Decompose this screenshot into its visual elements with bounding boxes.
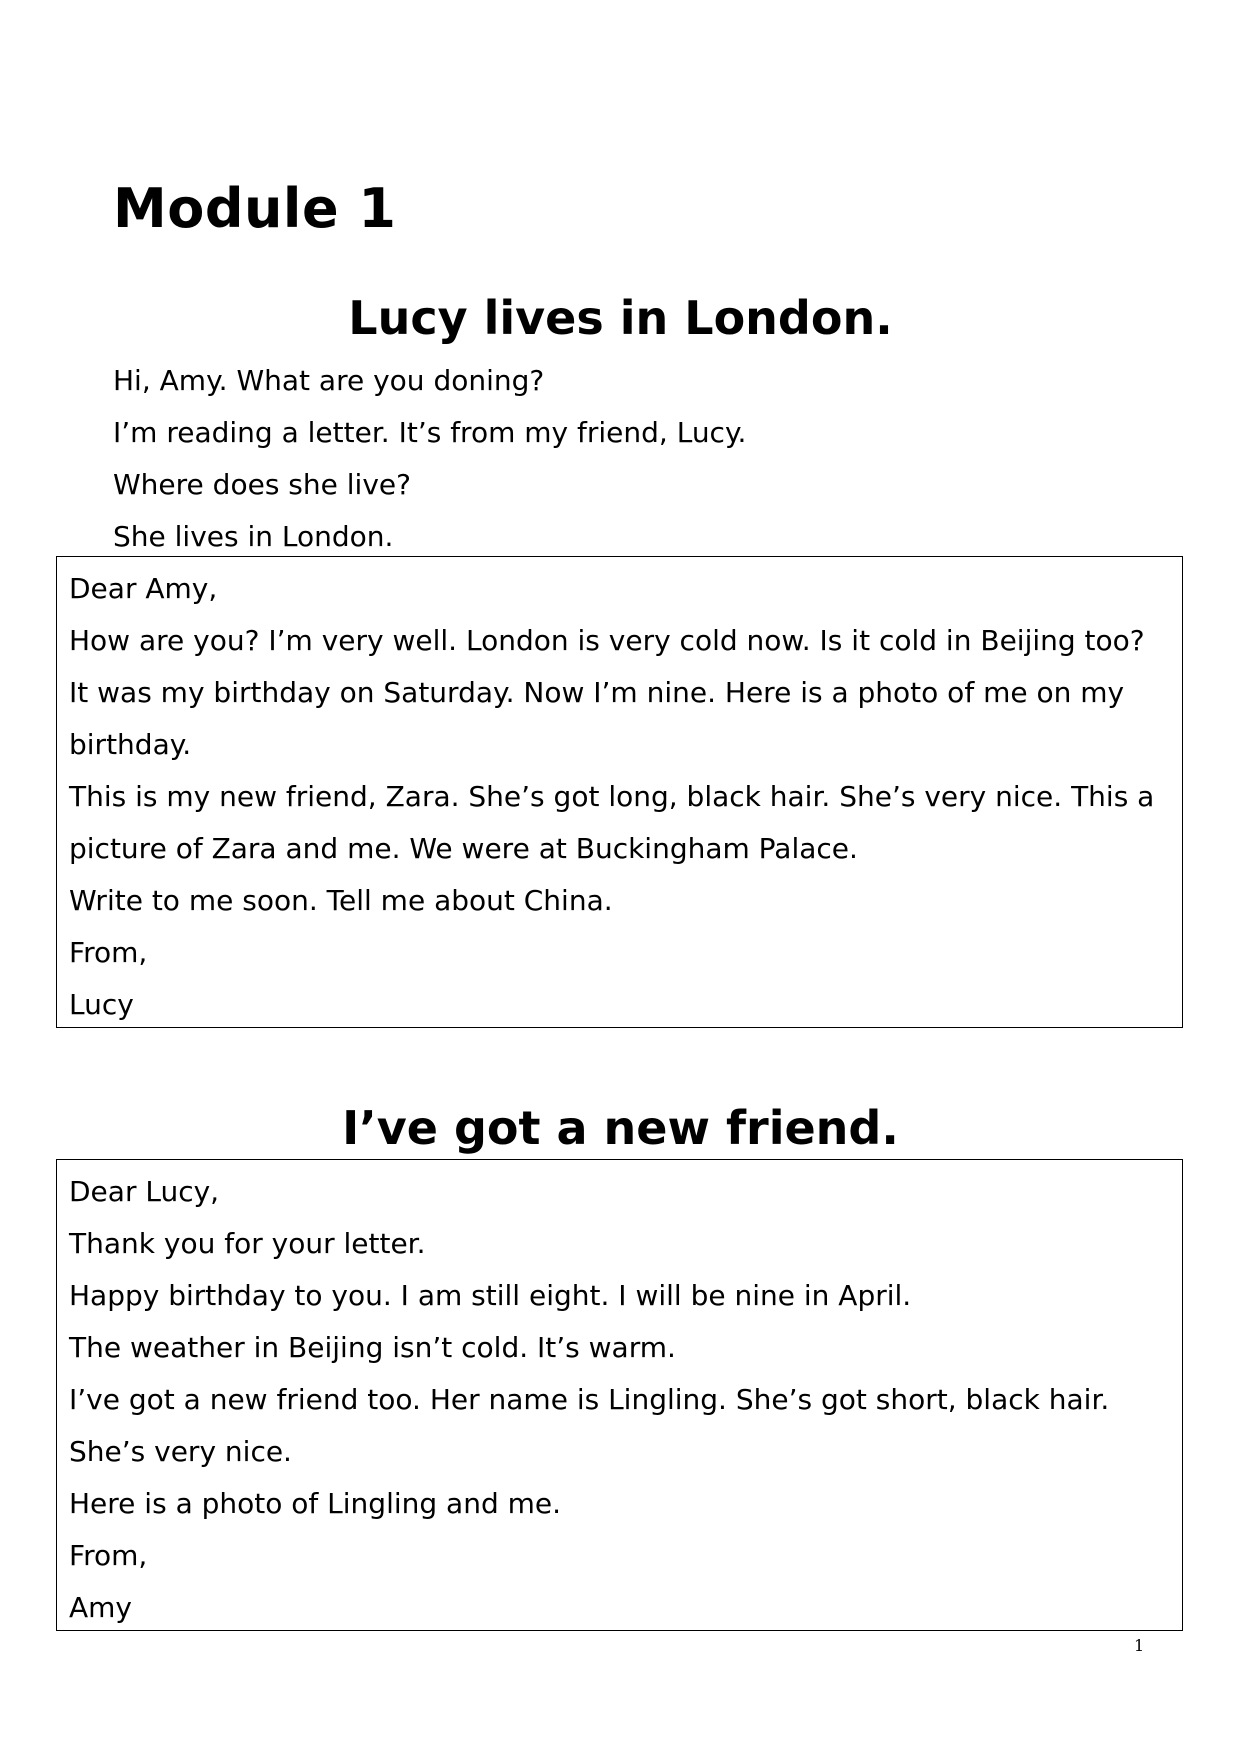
letter-from-amy bbox=[56, 1159, 1183, 1631]
letter-paragraph: Write to me soon. Tell me about China. bbox=[69, 884, 613, 917]
letter-paragraph: Here is a photo of Lingling and me. bbox=[69, 1487, 562, 1520]
letter-paragraph: This is my new friend, Zara. She’s got long, black hair. She’s very nice. This a picture of Zara and me. We were at Buckingham Palace. bbox=[69, 780, 1155, 865]
page-number: 1 bbox=[1134, 1636, 1145, 1655]
letter-signature: Amy bbox=[69, 1591, 132, 1624]
section-title-new-friend: I’ve got a new friend. bbox=[342, 1101, 899, 1155]
dialogue bbox=[113, 355, 746, 563]
letter-paragraph: Thank you for your letter. bbox=[69, 1227, 426, 1260]
dialogue-line: Where does she live? bbox=[113, 468, 411, 501]
section-title-lucy-lives-in-london: Lucy lives in London. bbox=[348, 291, 893, 345]
letter-signature: Lucy bbox=[69, 988, 134, 1021]
letter-from-lucy bbox=[56, 556, 1183, 1028]
letter-paragraph: It was my birthday on Saturday. Now I’m nine. Here is a photo of me on my birthday. bbox=[69, 676, 1125, 761]
letter-paragraph: I’ve got a new friend too. Her name is Lingling. She’s got short, black hair. She’s very nice. bbox=[69, 1383, 1110, 1468]
module-title: Module 1 bbox=[113, 177, 397, 240]
dialogue-line: I’m reading a letter. It’s from my friend, Lucy. bbox=[113, 416, 747, 449]
dialogue-line: She lives in London. bbox=[113, 520, 394, 553]
letter-paragraph: Happy birthday to you. I am still eight. I will be nine in April. bbox=[69, 1279, 912, 1312]
letter-closing: From, bbox=[69, 936, 148, 969]
letter-greeting: Dear Amy, bbox=[69, 572, 218, 605]
dialogue-line: Hi, Amy. What are you doning? bbox=[113, 364, 545, 397]
letter-paragraph: The weather in Beijing isn’t cold. It’s warm. bbox=[69, 1331, 676, 1364]
letter-closing: From, bbox=[69, 1539, 148, 1572]
letter-paragraph: How are you? I’m very well. London is very cold now. Is it cold in Beijing too? bbox=[69, 624, 1145, 657]
letter-greeting: Dear Lucy, bbox=[69, 1175, 220, 1208]
